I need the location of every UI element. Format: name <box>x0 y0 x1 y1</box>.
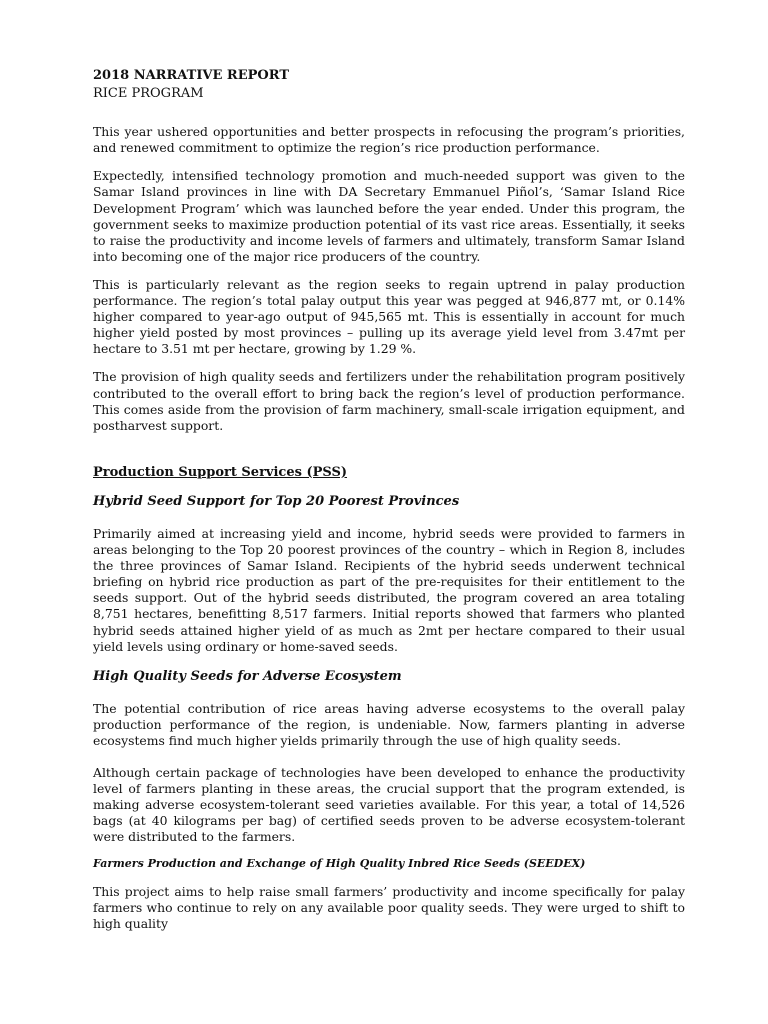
report-title: 2018 NARRATIVE REPORT <box>93 68 289 83</box>
report-subtitle: RICE PROGRAM <box>93 86 204 102</box>
seedex-heading: Farmers Production and Exchange of High Quality Inbred Rice Seeds (SEEDEX) <box>93 856 586 870</box>
intro-paragraph-3: This is particularly relevant as the region seeks to regain uptrend in palay production performance. The region’s total palay output this year was pegged at 946,877 mt, or 0.14% higher compared to year-ago output of 945,565 mt. This is essentially in account for much higher yield posted by most provinces – pulling up its average yield level from 3.47mt per hectare to 3.51 mt per hectare, growing by 1.29 %. <box>93 276 685 357</box>
intro-paragraph-4: The provision of high quality seeds and fertilizers under the rehabilitation program positively contributed to the overall effort to bring back the region’s level of production performance. This comes aside from the provision of farm machinery, small-scale irrigation equipment, and postharvest support. <box>93 369 685 433</box>
intro-paragraph-2: Expectedly, intensified technology promotion and much-needed support was given to the Samar Island provinces in line with DA Secretary Emmanuel Piñol’s, ‘Samar Island Rice Development Program’ which was launched before the year ended. Under this program, the government seeks to maximize production potential of its vast rice areas. Essentially, it seeks to raise the productivity and income levels of farmers and ultimately, transform Samar Island into becoming one of the major rice producers of the country. <box>93 168 685 264</box>
pss-section-heading: Production Support Services (PSS) <box>93 464 348 480</box>
hybrid-seed-paragraph: Primarily aimed at increasing yield and income, hybrid seeds were provided to farmers in areas belonging to the Top 20 poorest provinces of the country – which in Region 8, includes the three provinces of Samar Island. Recipients of the hybrid seeds underwent technical briefing on hybrid rice production as part of the pre-requisites for their entitlement to the seeds support. Out of the hybrid seeds distributed, the program covered an area totaling 8,751 hectares, benefitting 8,517 farmers. Initial reports showed that farmers who planted hybrid seeds attained higher yield of as much as 2mt per hectare compared to their usual yield levels using ordinary or home-saved seeds. <box>93 525 685 654</box>
adverse-ecosystem-paragraph-1: The potential contribution of rice areas having adverse ecosystems to the overall palay production performance of the region, is undeniable. Now, farmers planting in adverse ecosystems find much higher yields primarily through the use of high quality seeds. <box>93 700 685 748</box>
document-page <box>93 68 685 932</box>
intro-paragraph-1: This year ushered opportunities and better prospects in refocusing the program’s priorities, and renewed commitment to optimize the region’s rice production performance. <box>93 124 685 156</box>
adverse-ecosystem-heading: High Quality Seeds for Adverse Ecosystem <box>93 668 402 684</box>
seedex-paragraph: This project aims to help raise small farmers’ productivity and income specifically for palay farmers who continue to rely on any available poor quality seeds. They were urged to shift to high quality <box>93 883 685 931</box>
hybrid-seed-heading: Hybrid Seed Support for Top 20 Poorest Provinces <box>93 493 460 509</box>
adverse-ecosystem-paragraph-2: Although certain package of technologies have been developed to enhance the productivity level of farmers planting in these areas, the crucial support that the program extended, is making adverse ecosystem-tolerant seed varieties available. For this year, a total of 14,526 bags (at 40 kilograms per bag) of certified seeds proven to be adverse ecosystem-tolerant were distributed to the farmers. <box>93 765 685 845</box>
